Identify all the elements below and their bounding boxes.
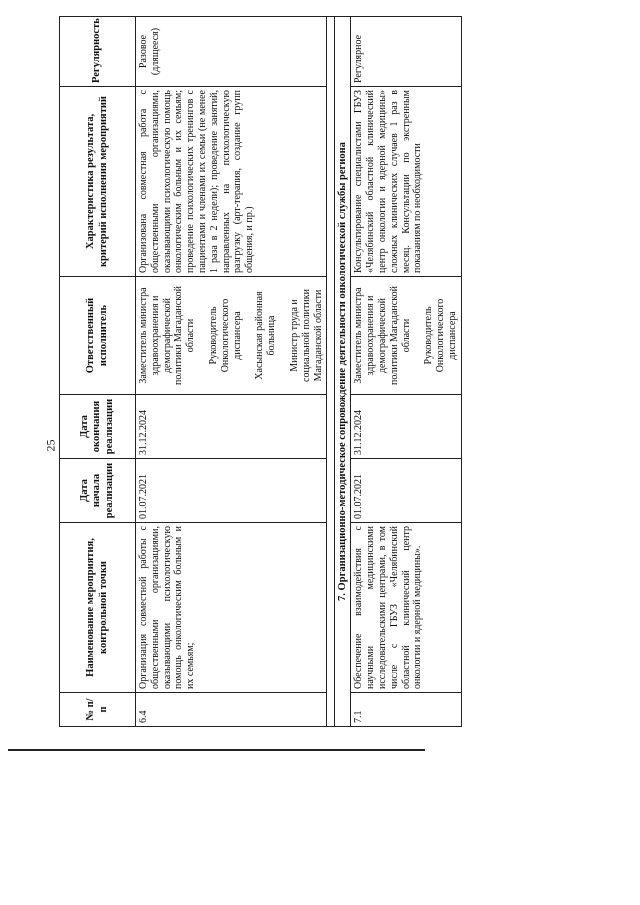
row-7-1-regularity: Регулярное: [351, 17, 461, 87]
footnote-rule: [8, 749, 425, 751]
row-6-4-exec-1: Заместитель министра здравоохранения и демографической политики Магаданской области: [138, 286, 197, 385]
row-6-4-num: 6.4: [136, 693, 327, 727]
header-start: Дата начала реализации: [60, 459, 136, 523]
row-6-4-result: Организована совместная работа с общественными организациями, оказывающими психологическую помощь онкологическим больным и их семьям; проведение психологических тренингов с пациентами и членами их семьи (не менее 1 раза в 2 недели); проведение занятий, направленных на психологическую разгрузку (арт-терапия, создание групп общения, и пр.): [136, 87, 327, 277]
row-6-4-end: 31.12.2024: [136, 395, 327, 459]
row-7-1-executor: [351, 277, 461, 395]
section-7-title: 7. Организационно-методическое сопровождение деятельности онкологической службы региона: [335, 17, 351, 727]
row-7-1-start: 01.07.2021: [351, 459, 461, 523]
row-6-4-regularity: Разовое (длящееся): [136, 17, 327, 87]
header-num: № п/п: [60, 693, 136, 727]
header-result: Характеристика результата, критерий исполнения мероприятий: [60, 87, 136, 277]
table-row-7-1: [351, 17, 461, 727]
row-6-4-executor: [136, 277, 327, 395]
row-6-4-exec-4: Министр труда и социальной политики Магаданской области: [288, 289, 324, 382]
action-plan-table: [59, 16, 462, 727]
row-6-4-exec-3: Хасынская районная больница: [254, 291, 278, 380]
row-6-4-start: 01.07.2021: [136, 459, 327, 523]
row-7-1-name: Обеспечение взаимодействия с научными медицинскими исследовательскими центрами, в том числе с ГБУЗ «Челябинский областной клинический центр онкологии и ядерной медицины».: [351, 523, 461, 693]
row-6-4-name: Организация совместной работы с общественными организациями, оказывающими психологическую помощь онкологическим больным и их семьям;: [136, 523, 327, 693]
header-executor: Ответственный исполнитель: [60, 277, 136, 395]
row-7-1-exec-1: Заместитель министра здравоохранения и демографической политики Магаданской области: [353, 286, 412, 385]
row-7-1-end: 31.12.2024: [351, 395, 461, 459]
table-row-6-4: [136, 17, 327, 727]
row-7-1-result: Консультирование специалистами ГБУЗ «Челябинский областной клинический центр онкологии и ядерной медицины» сложных клинических случаев 1 раз в месяц. Консультации по экстренным показаниям по необходимости: [351, 87, 461, 277]
row-6-4-exec-2: Руководитель Онкологического диспансера: [207, 298, 243, 373]
section-7-row: [335, 17, 351, 727]
rotated-table-wrapper: [59, 17, 458, 727]
page-number: 25: [43, 439, 58, 452]
row-7-1-exec-2: Руководитель Онкологического диспансера: [423, 298, 458, 373]
header-row: [60, 17, 136, 727]
gap-row: [327, 17, 335, 727]
header-regularity: Регулярность: [60, 17, 136, 87]
header-name: Наименование мероприятия, контрольной точки: [60, 523, 136, 693]
row-7-1-num: 7.1: [351, 693, 461, 727]
header-end: Дата окончания реализации: [60, 395, 136, 459]
